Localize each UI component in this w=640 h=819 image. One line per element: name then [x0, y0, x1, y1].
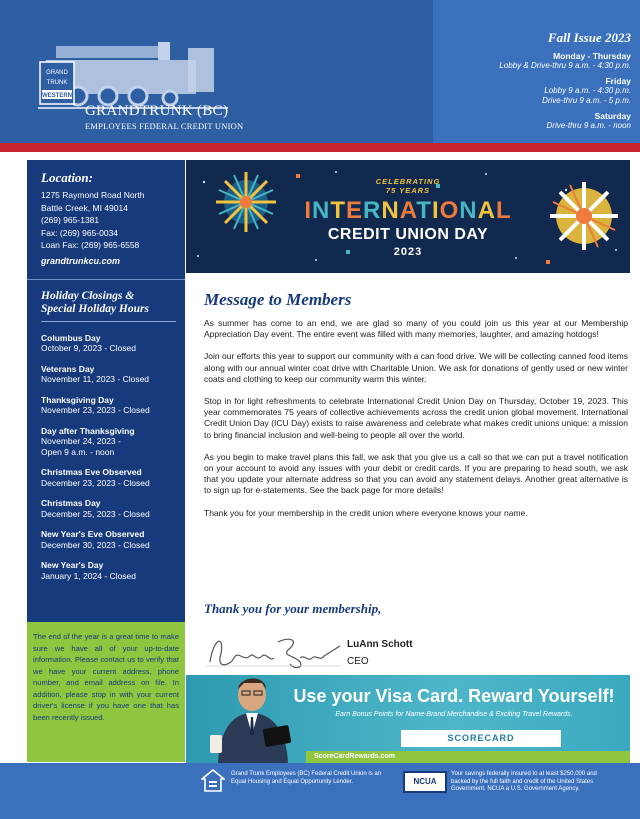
holiday-item	[41, 333, 176, 354]
holiday-item	[41, 560, 176, 581]
banner-letter: N	[381, 197, 400, 224]
holiday-date: December 23, 2023 - Closed	[41, 477, 150, 488]
holiday-rule	[41, 321, 176, 322]
banner-letter: T	[330, 197, 347, 224]
ceo-signature	[204, 628, 344, 672]
holiday-item	[41, 498, 176, 519]
holiday-date: October 9, 2023 - Closed	[41, 343, 136, 354]
banner-letter: R	[363, 197, 382, 224]
holiday-name: New Year's Eve Observed	[41, 529, 145, 540]
icu-day-banner	[186, 160, 630, 273]
hours-day: Monday - Thursday	[553, 51, 631, 61]
holiday-date: November 23, 2023 - Closed	[41, 405, 150, 416]
banner-letter: I	[304, 197, 312, 224]
holiday-date: December 25, 2023 - Closed	[41, 508, 150, 519]
signer-title: CEO	[347, 656, 369, 667]
article-title: Message to Members	[204, 290, 352, 309]
holiday-date: December 30, 2023 - Closed	[41, 539, 150, 550]
banner-letter: N	[312, 197, 331, 224]
loan-fax-number: Loan Fax: (269) 965-6558	[41, 240, 140, 251]
ncua-disclosure: Your savings federally insured to at least $250,000 and backed by the full faith and credit of the United States Government. NCUA a U.S. Government Agency.	[451, 771, 597, 792]
holiday-name: Veterans Day	[41, 363, 95, 374]
hours-time: Drive-thru 9 a.m. - noon	[546, 121, 631, 130]
badge-text-3: WESTERN	[42, 93, 72, 99]
banner-years-line: 75 YEARS	[385, 186, 431, 195]
holiday-name: Columbus Day	[41, 332, 101, 343]
article-paragraph: Thank you for your membership in the credit union where everyone knows your name.	[204, 507, 528, 518]
banner-letter: E	[346, 197, 364, 224]
hours-day: Friday	[605, 76, 631, 86]
logo-subtitle: EMPLOYEES FEDERAL CREDIT UNION	[85, 121, 244, 131]
train-logo-icon	[38, 38, 228, 110]
sidebar-divider	[27, 279, 185, 280]
equal-housing-text: Grand Trunk Employees (BC) Federal Credit Union is an Equal Housing and Equal Opportunity Lender.	[231, 771, 382, 785]
holiday-name: New Year's Day	[41, 560, 104, 571]
ad-headline: Use your Visa Card. Reward Yourself!	[293, 686, 615, 706]
hours-time: Lobby & Drive-thru 9 a.m. - 4:30 p.m.	[499, 61, 631, 70]
banner-international	[186, 197, 630, 225]
signer-name: LuAnn Schott	[347, 639, 413, 650]
holiday-hours: Open 9 a.m. - noon	[41, 446, 115, 457]
holiday-item	[41, 529, 176, 550]
thanks-line: Thank you for your membership,	[204, 601, 382, 616]
ad-subline: Earn Bonus Points for Name-Brand Merchandise & Exciting Travel Rewards.	[335, 711, 573, 718]
banner-letter: L	[495, 197, 512, 224]
hours-time: Lobby 9 a.m. - 4:30 p.m.	[544, 86, 631, 95]
banner-letter: N	[459, 197, 478, 224]
holiday-heading-line: Holiday Closings &	[41, 289, 135, 302]
masthead-divider	[0, 143, 640, 152]
holiday-item	[41, 426, 176, 458]
contact-update-notice: The end of the year is a great time to make sure we have all of your up-to-date information. Please contact us to verify that we have your current address, phone number, and email address on file. In addition, please stop in with your current driver's license if you have one that has been recently issued.	[27, 622, 185, 762]
holiday-heading-line: Special Holiday Hours	[41, 302, 149, 315]
banner-celebrating	[186, 177, 630, 195]
holiday-name: Thanksgiving Day	[41, 394, 114, 405]
holiday-date: November 24, 2023 -	[41, 436, 121, 447]
address-line: Battle Creek, MI 49014	[41, 202, 128, 213]
article-paragraph: As summer has come to an end, we are glad so many of you could join us this year at our Membership Appreciation Day event. The entire event was filled with many memories, laughter, and amazing hotdogs!	[204, 318, 628, 340]
badge-text-2: TRUNK	[46, 80, 68, 86]
fax-number: Fax: (269) 965-0034	[41, 227, 119, 238]
scorecard-link[interactable]: ScoreCardRewards.com	[314, 753, 395, 760]
visa-rewards-ad[interactable]	[186, 675, 630, 763]
article-paragraph: Join our efforts this year to support our community with a can food drive. We will be collecting canned food items along with our annual winter coat drive with Charitable Union. We ask for donations of gently used or new winter coats and clothing to keep our community warm this winter.	[204, 351, 628, 384]
banner-letter: A	[399, 197, 417, 224]
banner-letter: O	[439, 197, 460, 224]
hours-block	[431, 30, 631, 131]
holiday-item	[41, 467, 176, 488]
message-article	[204, 290, 628, 530]
holiday-name: Day after Thanksgiving	[41, 425, 135, 436]
banner-title: CREDIT UNION DAY	[327, 226, 489, 243]
article-paragraph: Stop in for light refreshments to celebrate International Credit Union Day on Thursday, October 19, 2023. This year commemorates 75 years of collective achievements across the credit union global movement. International Credit Union Day (ICU Day) exists to raise awareness and celebrate what makes credit unions unique: a mission to bring financial inclusion and well-being to people all over the world.	[204, 396, 628, 440]
holiday-item	[41, 364, 176, 385]
holiday-date: January 1, 2024 - Closed	[41, 570, 136, 581]
article-paragraph: As you begin to make travel plans this fall, we ask that you give us a call so that we can put a travel notification on your account to avoid any issues with your debit or credit cards. If you are preparing to head south, we ask that you update your alternate address so that you can avoid any statement delays. Another great alternative is to sign up for e-statements. See the back page for more details!	[204, 451, 628, 496]
badge-text-1: GRAND	[46, 70, 68, 76]
logo-name: GRANDTRUNK (BC)	[85, 103, 229, 119]
address-line: 1275 Raymond Road North	[41, 190, 145, 200]
phone-number[interactable]: (269) 965-1381	[41, 215, 100, 226]
banner-letter: A	[477, 197, 496, 224]
hours-day: Saturday	[594, 111, 631, 121]
banner-year: 2023	[393, 246, 423, 258]
sidebar	[27, 160, 185, 622]
holiday-date: November 11, 2023 - Closed	[41, 374, 150, 385]
holiday-heading	[41, 290, 176, 316]
banner-letter: I	[431, 197, 440, 224]
holiday-item	[41, 395, 176, 416]
banner-letter: T	[416, 197, 432, 224]
scorecard-logo: SCORECARD	[401, 730, 561, 747]
hours-time: Drive-thru 9 a.m. - 5 p.m.	[542, 96, 631, 105]
website-link[interactable]: grandtrunkcu.com	[41, 255, 121, 266]
banner-celebrating-line: CELEBRATING	[375, 177, 441, 186]
ncua-logo: NCUA	[403, 771, 447, 793]
holiday-name: Christmas Day	[41, 498, 101, 509]
holiday-name: Christmas Eve Observed	[41, 467, 142, 478]
location-heading: Location:	[41, 170, 93, 185]
equal-housing-icon	[201, 769, 225, 795]
issue-title: Fall Issue 2023	[547, 30, 631, 45]
